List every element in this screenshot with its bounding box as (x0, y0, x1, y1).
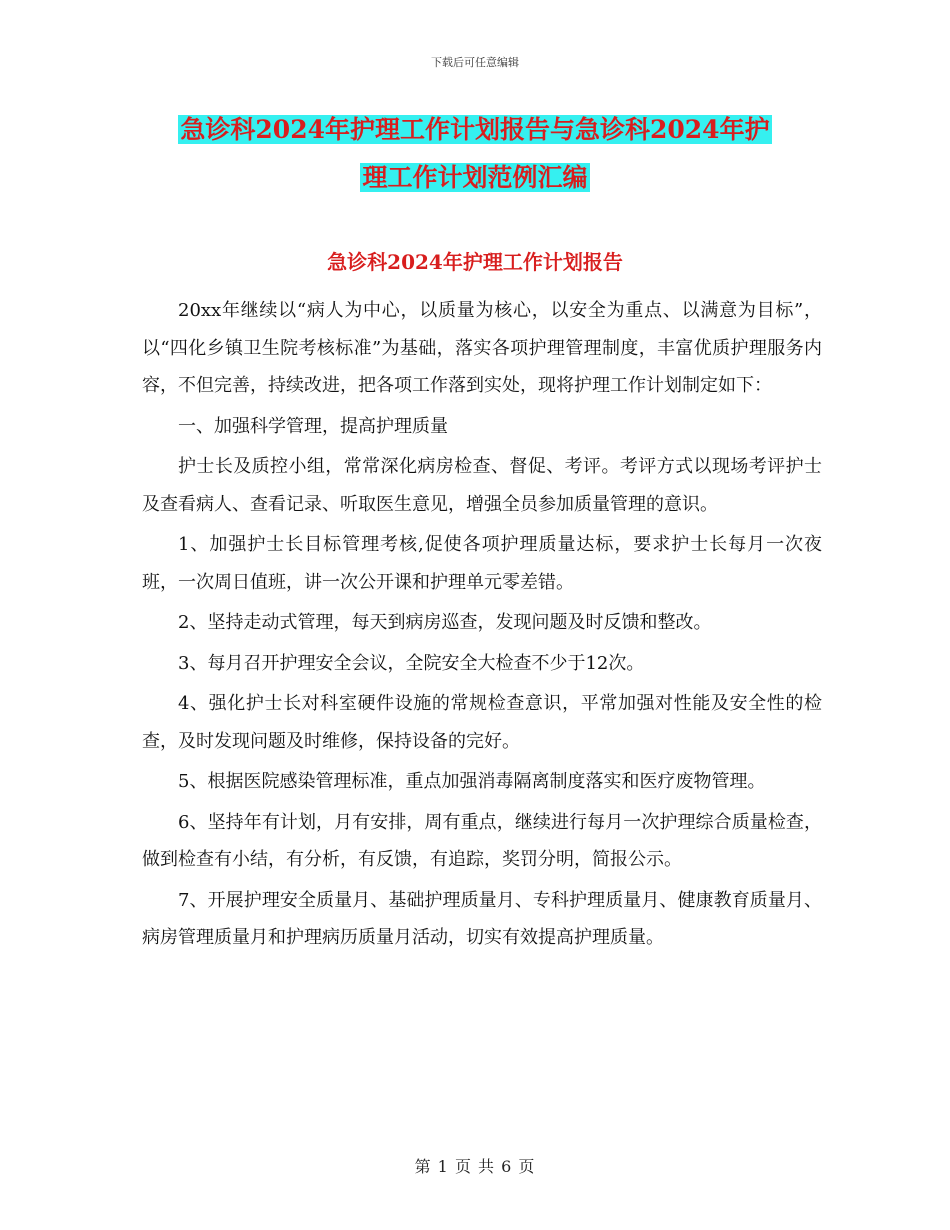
document-title (150, 106, 800, 202)
document-body (142, 292, 822, 960)
paragraph-quality-team: 护士长及质控小组，常常深化病房检查、督促、考评。考评方式以现场考评护士及查看病人、查看记录、听取医生意见，增强全员参加质量管理的意识。 (142, 456, 822, 515)
paragraph-item-4: 4、强化护士长对科室硬件设施的常规检查意识，平常加强对性能及安全性的检查，及时发现问题及时维修，保持设备的完好。 (142, 693, 822, 752)
header-note: 下载后可任意编辑 (431, 56, 519, 69)
paragraph-item-7: 7、开展护理安全质量月、基础护理质量月、专科护理质量月、健康教育质量月、病房管理质量月和护理病历质量月活动，切实有效提高护理质量。 (142, 889, 822, 948)
paragraph-item-3: 3、每月召开护理安全会议，全院安全大检查不少于12次。 (178, 652, 645, 674)
paragraph-item-6: 6、坚持年有计划，月有安排，周有重点，继续进行每月一次护理综合质量检查，做到检查有小结，有分析，有反馈，有追踪，奖罚分明，简报公示。 (142, 811, 822, 870)
page-number: 第 1 页 共 6 页 (414, 1157, 536, 1176)
paragraph-item-2: 2、坚持走动式管理，每天到病房巡查，发现问题及时反馈和整改。 (178, 612, 712, 633)
paragraph-item-1: 1、加强护士长目标管理考核,促使各项护理质量达标，要求护士长每月一次夜班，一次周日值班，讲一次公开课和护理单元零差错。 (142, 534, 822, 593)
paragraph-heading-1: 一、加强科学管理，提高护理质量 (178, 415, 448, 437)
document-title-line-1: 急诊科2024年护理工作计划报告与急诊科2024年护 (180, 115, 770, 144)
section-title: 急诊科2024年护理工作计划报告 (327, 250, 623, 274)
document-title-line-2: 理工作计划范例汇编 (362, 163, 588, 192)
paragraph-intro: 20xx年继续以“病人为中心，以质量为核心，以安全为重点、以满意为目标”，以“四化乡镇卫生院考核标准”为基础，落实各项护理管理制度，丰富优质护理服务内容，不但完善，持续改进，把各项工作落到实处，现将护理工作计划制定如下： (142, 300, 822, 396)
paragraph-item-5: 5、根据医院感染管理标准，重点加强消毒隔离制度落实和医疗废物管理。 (178, 771, 766, 792)
